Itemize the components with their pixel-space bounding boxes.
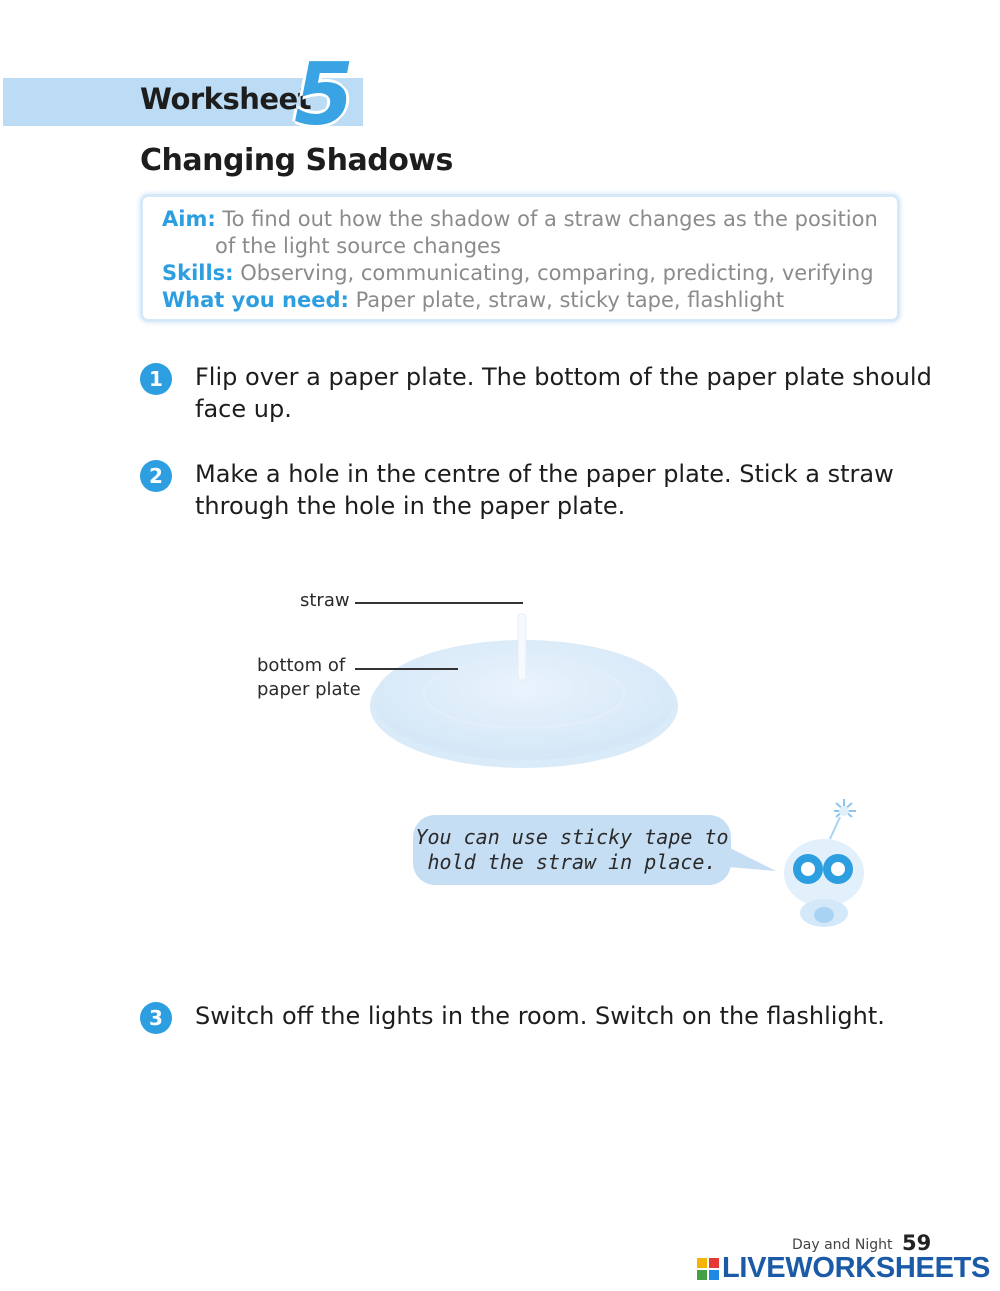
worksheet-number: 5 — [294, 45, 354, 145]
aim-key: Aim: — [162, 207, 216, 231]
plate-label-line1: bottom of — [257, 655, 346, 676]
worksheet-label: Worksheet — [140, 82, 312, 116]
aim-line — [162, 206, 878, 233]
robot-mascot-icon — [780, 795, 880, 940]
step-2-text-line2: through the hole in the paper plate. — [195, 492, 626, 520]
step-3-number: 3 — [140, 1002, 172, 1034]
bubble-tail — [728, 845, 778, 875]
straw-label: straw — [300, 590, 350, 611]
liveworksheets-logo-icon — [697, 1258, 719, 1280]
footer-chapter: Day and Night — [792, 1237, 893, 1253]
step-1-text-line2: face up. — [195, 395, 292, 423]
footer-page-number: 59 — [902, 1231, 932, 1255]
skills-line — [162, 260, 874, 287]
skills-key: Skills: — [162, 261, 234, 285]
straw-leader-line — [355, 602, 523, 604]
step-1-text-line1: Flip over a paper plate. The bottom of the paper plate should — [195, 363, 932, 391]
plate-label-line2: paper plate — [257, 679, 361, 700]
straw — [518, 614, 526, 680]
skills-value: Observing, communicating, comparing, predicting, verifying — [240, 261, 874, 285]
step-3-text: Switch off the lights in the room. Switch on the flashlight. — [195, 1002, 885, 1030]
page-title: Changing Shadows — [140, 143, 453, 178]
aim-value-line1: To find out how the shadow of a straw changes as the position — [222, 207, 878, 231]
bubble-text-line1: You can use sticky tape to — [415, 825, 729, 849]
need-value: Paper plate, straw, sticky tape, flashlight — [355, 288, 785, 312]
plate-diagram — [360, 600, 690, 780]
bubble-text-line2: hold the straw in place. — [427, 850, 717, 874]
liveworksheets-brand[interactable]: LIVEWORKSHEETS — [722, 1252, 991, 1284]
step-2-number: 2 — [140, 460, 172, 492]
step-2-text-line1: Make a hole in the centre of the paper plate. Stick a straw — [195, 460, 894, 488]
bubble-text — [413, 825, 731, 875]
need-key: What you need: — [162, 288, 349, 312]
step-1-number: 1 — [140, 363, 172, 395]
plate-leader-line — [355, 668, 458, 670]
aim-value-line2: of the light source changes — [215, 234, 501, 258]
need-line — [162, 287, 784, 314]
